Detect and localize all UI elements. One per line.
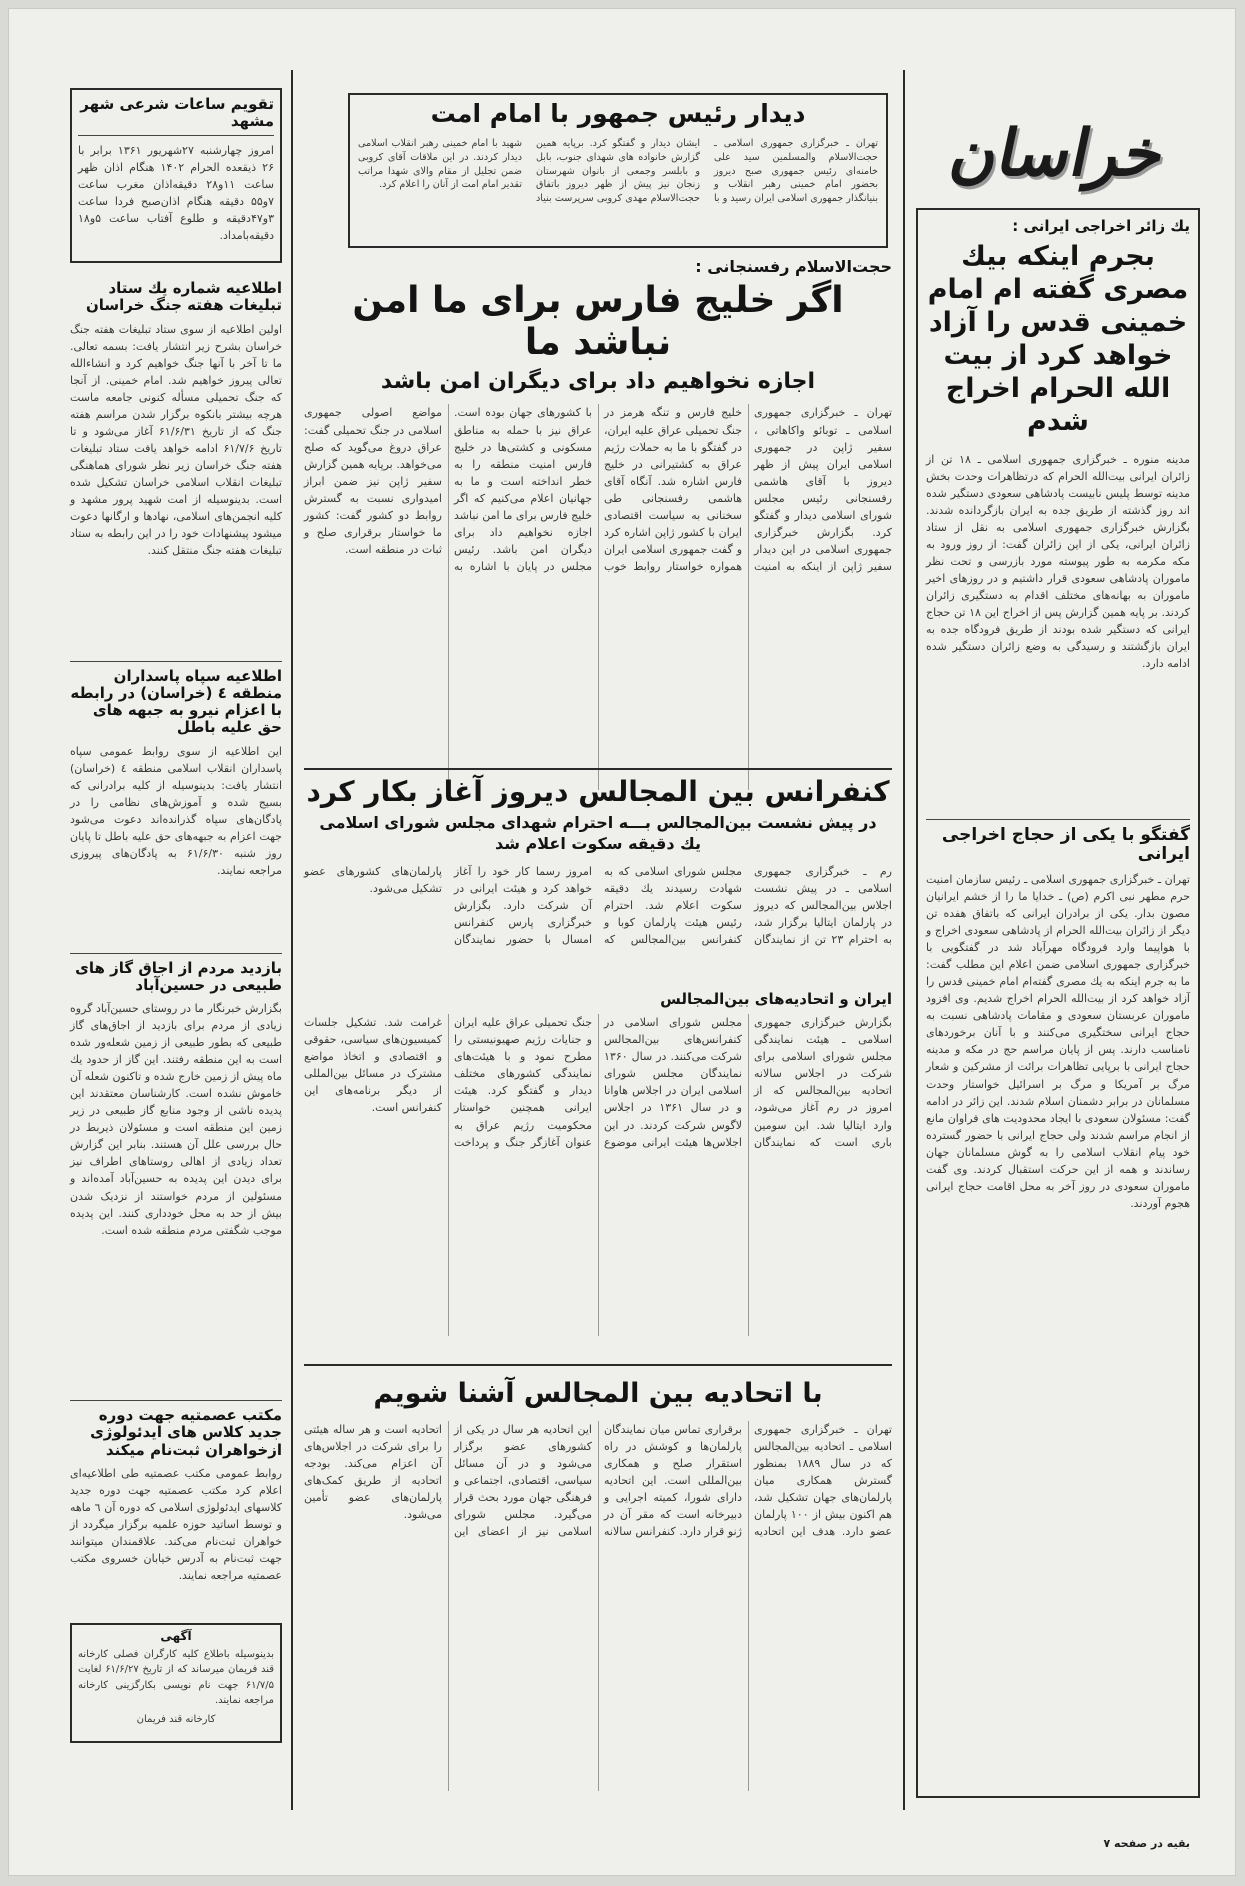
left-notices	[70, 280, 282, 1610]
calendar	[78, 96, 274, 256]
main-story-body: تهران ـ خبرگزاری جمهوری اسلامی ـ توبائو واکاهاتی ، سفیر ژاپن در جمهوری اسلامی ایران پیش از ظهر دیروز با آقای هاشمی رفسنجانی رئیس مجلس شورای اسلامی دیدار و گفتگو کرد. بگزارش خبرگزاری جمهوری اسلامی در این دیدار سفیر ژاپن از اینکه به امنیت خلیج فارس و تنگه هرمز در جنگ تحمیلی عراق علیه ایران، در گفتگو با ما به حملات رژیم عراق به کشتیرانی در خلیج فارس اشاره شد. آنگاه آقای هاشمی رفسنجانی طی سخنانی به سیاست اقتصادی ایران با کشور ژاپن اشاره کرد و گفت جمهوری اسلامی ایران همواره خواستار روابط خوب با کشورهای جهان بوده است. عراق نیز با حمله به مناطق مسکونی و کشتی‌ها در خلیج فارس امنیت منطقه را به خطر انداخته است و ما به جهانیان اعلام می‌کنیم که اگر خلیج فارس برای ما امن نباشد اجازه نخواهیم داد برای دیگران امن باشد. رئیس مجلس در پایان با اشاره به مواضع اصولی جمهوری اسلامی در جنگ تحمیلی گفت: عراق دروغ می‌گوید که صلح می‌خواهد. برپایه همین گزارش سفیر ژاپن نیز ضمن ابراز امیدواری نسبت به گسترش روابط دو کشور گفت: کشور ما خواستار برقراری صلح و ثبات در منطقه است.	[304, 406, 892, 573]
center-divider-1	[304, 768, 892, 770]
right-kicker: یك زائر اخراجی ایرانی :	[1012, 217, 1190, 235]
conference-story	[304, 776, 892, 1356]
calendar-title: تقویم ساعات شرعی شهر مشهد	[78, 96, 274, 136]
right-body: مدینه منوره ـ خبرگزاری جمهوری اسلامی ـ ۱۸ تن از زائران ایرانی بیت‌الله الحرام که درتظاهرات وحدت بخش مدینه توسط پلیس نابیست پادشاهی سعودی دستگیر شده اند روز گذشته از طریق جده به ایران بازگردانده شدند. بگزارش خبرگزاری جمهوری اسلامی به نقل از ستاد زائران ایرانی، یکی از این زائران گفت: از روز ورود به مکه مکرمه به طور پیوسته مورد بازرسی و تحت نظر ماموران پادشاهی سعودی قرار داشتیم و در روزهای اخیر ماموران به بهانه‌های مختلف اقدام به دستگیری زائران کردند. بر پایه همین گزارش پس از اخراج این ۱۸ تن حجاج ایرانی که دستگیر شده بودند از طریق فرودگاه جده به ایران بازگشتند و رسیدگی به وضع زائران دستگیر شده ادامه دارد.	[926, 452, 1190, 671]
top-story-body: تهران ـ خبرگزاری جمهوری اسلامی ـ حجت‌الاسلام والمسلمین سید علی خامنه‌ای رئیس جمهوری صبح دیروز بحضور امام خمینی رهبر انقلاب و بنیانگذار جمهوری اسلامی ایران رسید و با ایشان دیدار و گفتگو کرد. برپایه همین گزارش خانواده های شهدای جنوب، بابل و بابلسر وجمعی از بانوان شهرستان زنجان نیز پیش از ظهر دیروز باتفاق حجت‌الاسلام مهدی کروبی سرپرست بنیاد شهید با امام خمینی رهبر انقلاب اسلامی دیدار کردند. در این ملاقات آقای کروبی ضمن تجلیل از مقام والای شهدا مراتب تقدیر امام امت از آنان را اعلام کرد.	[358, 137, 878, 205]
conference-headline: کنفرانس بین المجالس دیروز آغاز بکار کرد	[306, 775, 890, 808]
ipu-story	[304, 1378, 892, 1808]
ad-body: بدینوسیله باطلاع کلیه کارگران فصلی کارخانه قند فریمان میرساند که از تاریخ ۶۱/۶/۲۷ لغایت ۶۱/۷/۵ جهت نام نویسی بکارگزینی کارخانه مراجعه نمایند.	[78, 1648, 274, 1707]
notice4-title: مکتب عصمتیه جهت دوره جدید کلاس های ایدئولوژی ازخواهران ثبت‌نام میکند	[70, 1400, 282, 1459]
continued-note: بقیه در صفحه ۷	[1103, 1836, 1190, 1850]
masthead-logo	[926, 98, 1191, 208]
column-rule-left	[291, 70, 293, 1810]
top-story	[358, 100, 878, 240]
right-sub-body: تهران ـ خبرگزاری جمهوری اسلامی ـ رئیس سازمان امنیت حرم مطهر نبی اکرم (ص) ـ خدایا ما را از خشم ایرانیان مصون بدار. یکی از برادران ایرانی که باتفاق هفده تن دیگر از زائران بیت‌الله الحرام از پادشاهی سعودی اخراج و با هواپیما وارد فرودگاه مهرآباد شد در گفتگویی با خبرگزاری جمهوری اسلامی ضمن اعلام این مطلب گفت: ما به جرم اینکه به یك مصری گفته‌ام امام خمینی قدس را آزاد خواهد کرد از بیت‌الله الحرام اخراج شدیم. وی افزود ماموران عربستان سعودی و مقامات پادشاهی نسبت به حجاج ایرانی سختگیری می‌کنند و با آنان برخوردهای نامناسب دارند. پس از پایان مراسم حج در مکه و مدینه حجاج ایرانی با برپایی تظاهرات برائت از مشرکین و شعار مرگ بر آمریکا و مرگ بر اسرائیل خواستار وحدت مسلمانان در برابر دشمنان اسلام شدند. این زائر در ادامه گفت: مسئولان سعودی با ایجاد محدودیت های فراوان مانع از انجام مراسم شدند ولی حجاج ایرانی با حضور گسترده خود پیام انقلاب اسلامی را به گوش مسلمانان جهان رساندند و همه از این حرکت استقبال کردند. وی گفت ماموران سعودی در روز آخر به محل اقامت حجاج ایرانی هجوم آوردند.	[926, 872, 1190, 1210]
main-story-headline: اگر خلیج فارس برای ما امن نباشد ما	[352, 280, 844, 363]
conference-subheadline-1: در پیش نشست بین‌المجالس بـــه احترام شهدای مجلس شورای اسلامی	[319, 813, 877, 833]
conference-section-title: ایران و اتحادیه‌های بین‌المجالس	[660, 989, 892, 1008]
top-story-title: دیدار رئیس جمهور با امام امت	[430, 99, 806, 128]
right-headline: بجرم اینکه بیك مصری گفته ام امام خمینی قدس را آزاد خواهد کرد از بیت الله الحرام اخراج شدم	[927, 241, 1189, 437]
center-divider-2	[304, 1364, 892, 1366]
ad-signature: کارخانه قند فریمان	[136, 1713, 216, 1725]
conference-subheadline-2: یك دقیقه سکوت اعلام شد	[494, 833, 702, 853]
main-story-subheadline: اجازه نخواهیم داد برای دیگران امن باشد	[380, 369, 816, 395]
notice1-body: اولین اطلاعیه از سوی ستاد تبلیغات هفته جنگ خراسان بشرح زیر انتشار یافت: بسمه تعالی. ما تا آخر با آنها جنگ خواهیم کرد و انشاءالله تعالی پیروز خواهیم شد. امام خمینی. از آنجا که جنگ تحمیلی مسأله کنونی جامعه ماست هرچه بیشتر بانکوه برگزار شدن مراسم هفته جنگ که از تاریخ ۶۱/۶/۳۱ آغاز می‌شود و تا تاریخ ۶۱/۷/۶ ادامه خواهد یافت ستاد تبلیغات هفته جنگ خراسان زیر نظر شورای هماهنگی تبلیغات انقلاب اسلامی خراسان تشکیل شده است. بدینوسیله از امت شهید پرور مشهد و کلیه انجمن‌های اسلامی، نهادها و ارگانها دعوت میشود پیشنهادات خود را در این رابطه به ستاد تبلیغات هفته جنگ منتقل کنند.	[70, 322, 282, 558]
conference-body: رم ـ خبرگزاری جمهوری اسلامی ـ در پیش نشست اجلاس بین‌المجالس که دیروز در پارلمان ایتالیا برگزار شد، به احترام ۲۳ تن از نمایندگان مجلس شورای اسلامی که به شهادت رسیدند یك دقیقه سکوت اعلام شد. احترام رئیس هیئت پارلمان کوبا و کنفرانس بین‌المجالس که امروز رسما کار خود را آغاز خواهد کرد و هیئت ایرانی در آن شرکت دارد. بگزارش خبرگزاری پارس کنفرانس امسال با حضور نمایندگان پارلمان‌های کشورهای عضو تشکیل می‌شود.	[304, 864, 892, 947]
notice2-title: اطلاعیه سپاه پاسداران منطقه ٤ (خراسان) در رابطه با اعزام نیرو به جبهه های حق علیه باطل	[70, 661, 282, 737]
notice2-body: این اطلاعیه از سوی روابط عمومی سپاه پاسداران انقلاب اسلامی منطقه ٤ (خراسان) انتشار یافت: بدینوسیله از کلیه برادرانی که بسیج شده و آموزش‌های نظامی را در پادگان‌های سپاه گذرانده‌اند دعوت می‌شود جهت اعزام به جبهه‌های حق علیه باطل تا پایان روز شنبه ۶۱/۶/۳۰ به پادگان‌های پیروزی مراجعه نمایند.	[70, 744, 282, 877]
newspaper-page	[8, 8, 1236, 1876]
main-story	[304, 258, 892, 758]
notice4-body: روابط عمومی مکتب عصمتیه طی اطلاعیه‌ای اعلام کرد مکتب عصمتیه جهت دوره جدید کلاسهای ایدئولوژی اسلامی که دوره آن ٦ ماهه و توسط اساتید حوزه علمیه برگزار میگردد از خواهران ثبت‌نام می‌کند. علاقمندان میتوانند جهت ثبت‌نام به آدرس خیابان خسروی مکتب عصمتیه مراجعه نمایند.	[70, 1466, 282, 1583]
notice1-title: اطلاعیه شماره یك ستاد تبلیغات هفته جنگ خراسان	[85, 279, 282, 315]
ipu-body: تهران ـ خبرگزاری جمهوری اسلامی ـ اتحادیه بین‌المجالس که در سال ۱۸۸۹ بمنظور گسترش همکاری میان پارلمان‌های جهان تشکیل شد، هم اکنون بیش از ۱۰۰ پارلمان عضو دارد. هدف این اتحادیه برقراری تماس میان نمایندگان پارلمان‌ها و کوشش در راه استقرار صلح و همکاری بین‌المللی است. این اتحادیه دارای شورا، کمیته اجرایی و دبیرخانه است که مقر آن در ژنو قرار دارد. کنفرانس سالانه این اتحادیه هر سال در یکی از کشورهای عضو برگزار می‌شود و در آن مسائل سیاسی، اقتصادی، اجتماعی و فرهنگی جهان مورد بحث قرار می‌گیرد. مجلس شورای اسلامی نیز از اعضای این اتحادیه است و هر ساله هیئتی را برای شرکت در اجلاس‌های آن اعزام می‌کند. بودجه اتحادیه از طریق کمک‌های پارلمان‌های عضو تأمین می‌شود.	[304, 1423, 892, 1539]
notice3-title: بازدید مردم از اجاق گاز های طبیعی در حسین‌آباد	[70, 953, 282, 995]
ad-title: آگهی	[160, 1629, 192, 1643]
ad	[78, 1630, 274, 1738]
main-story-kicker: حجت‌الاسلام رفسنجانی :	[695, 257, 892, 276]
ipu-headline: با اتحادیه بین المجالس آشنا شویم	[373, 1378, 823, 1409]
right-sub-headline: گفتگو با یکی از حجاج اخراجی ایرانی	[926, 819, 1190, 865]
right-column	[926, 217, 1190, 1850]
calendar-body: امروز چهارشنبه ۲۷شهریور ۱۳۶۱ برابر با ۲۶ ذیقعده الحرام ۱۴۰۲ هنگام اذان ظهر ساعت ۱۱و۲۸ دقیقه‌اذان مغرب ساعت ۷و۵۵ دقیقه هنگام اذان‌صبح فردا ساعت ۳و۴۷دقیقه و طلوع آفتاب ساعت ۵و۱۸ دقیقه‌بامداد.	[78, 143, 274, 242]
column-rule-right	[903, 70, 905, 1810]
conference-section-body: بگزارش خبرگزاری جمهوری اسلامی ـ هیئت نمایندگی مجلس شورای اسلامی برای شرکت در اجلاس سالانه اتحادیه بین‌المجالس که از امروز در رم آغاز می‌شود، وارد ایتالیا شد. این سومین باری است که نمایندگان مجلس شورای اسلامی در کنفرانس‌های بین‌المجالس شرکت می‌کنند. در سال ۱۳۶۰ نمایندگان مجلس شورای اسلامی ایران در اجلاس هاوانا و در سال ۱۳۶۱ در اجلاس لاگوس شرکت کردند. در این اجلاس‌ها هیئت ایرانی موضوع جنگ تحمیلی عراق علیه ایران و جنایات رژیم صهیونیستی را مطرح نمود و با هیئت‌های نمایندگی کشورهای مختلف دیدار و گفتگو کرد. هیئت ایرانی همچنین خواستار محکومیت رژیم عراق به عنوان آغازگر جنگ و پرداخت غرامت شد. تشکیل جلسات کمیسیون‌های سیاسی، حقوقی و اقتصادی و اتخاذ مواضع مشترک در مسائل بین‌المللی از دیگر برنامه‌های این کنفرانس است.	[304, 1016, 892, 1149]
notice3-body: بگزارش خبرنگار ما در روستای حسین‌آباد گروه زیادی از مردم برای بازدید از اجاق‌های گاز طبیعی که بطور طبیعی از زمین شعله‌ور شده است به این منطقه رفتند. این گاز از حدود یك ماه پیش از زمین خارج شده و تاکنون شعله آن خاموش نشده است. کارشناسان معتقدند این پدیده ناشی از وجود منابع گاز طبیعی در زیر زمین این منطقه است و مسئولان ذیربط در حال بررسی علل آن هستند. بنابر این گزارش تعداد زیادی از اهالی روستاهای اطراف نیز برای دیدن این پدیده به حسین‌آباد آمده‌اند و مسئولین از مردم خواستند از نزدیک شدن بیش از حد به محل خودداری کنند. این پدیده موجب شگفتی مردم منطقه شده است.	[70, 1002, 282, 1237]
logo-text: خراسان	[944, 115, 1173, 191]
